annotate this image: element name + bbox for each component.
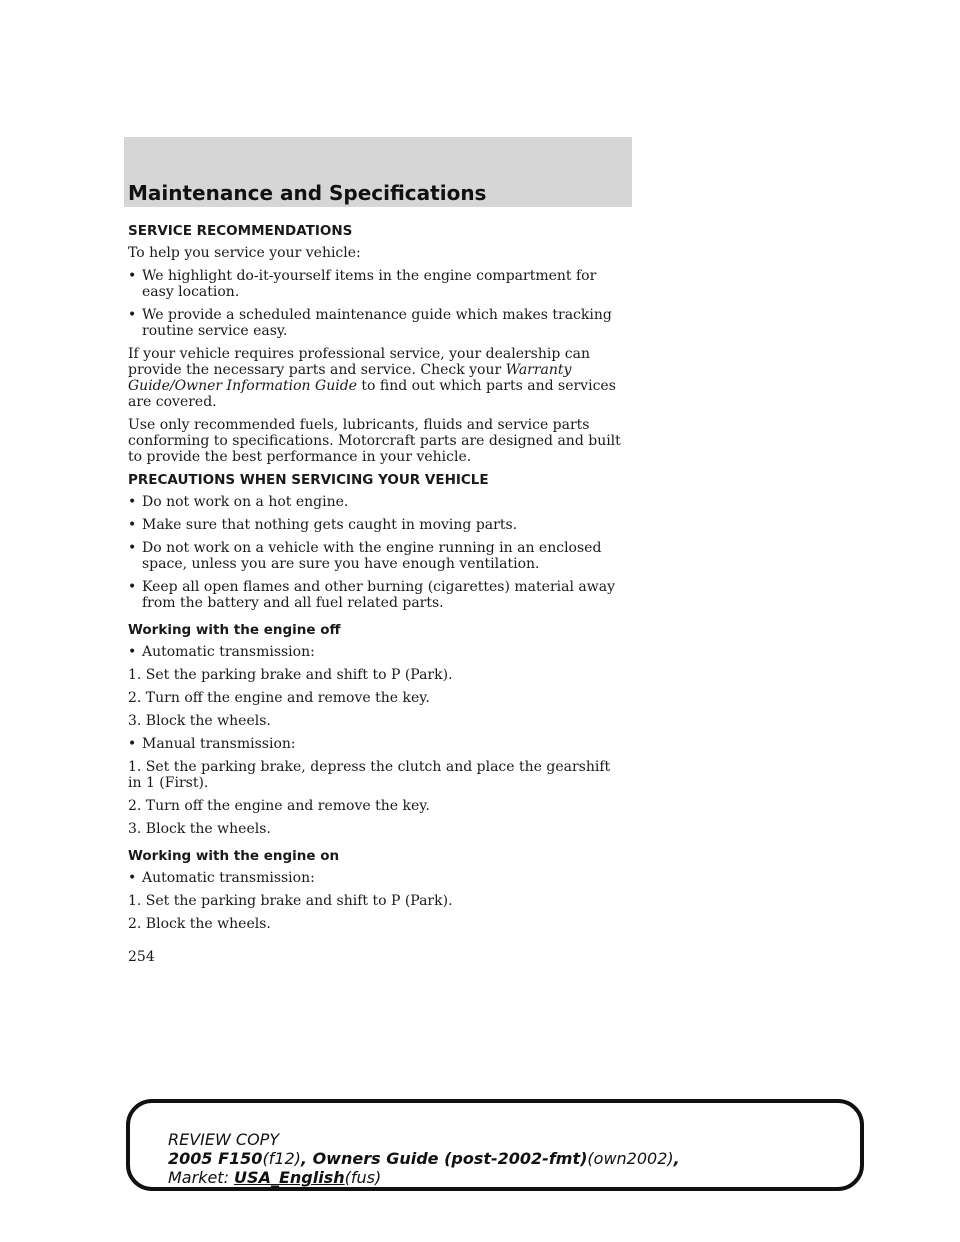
guide-name: Owners Guide (post-2002-fmt) — [312, 1149, 588, 1168]
review-copy-label: REVIEW COPY — [168, 1130, 280, 1149]
paragraph-text: If your vehicle requires professional service, your dealership can provide the necessary parts and service. Check your — [128, 346, 590, 378]
engine-on-automatic-list — [128, 870, 628, 886]
service-bullet: • We provide a scheduled maintenance guide which makes tracking routine service easy. — [128, 307, 628, 339]
transmission-type-bullet: • Automatic transmission: — [128, 870, 628, 886]
footer-lines — [168, 1130, 680, 1187]
vehicle-model: 2005 F150 — [168, 1149, 263, 1168]
procedure-step: 2. Turn off the engine and remove the key. — [128, 798, 430, 814]
precautions-bullet-list — [128, 494, 628, 611]
heading-engine-on: Working with the engine on — [128, 848, 340, 864]
model-code: (f12) — [262, 1149, 301, 1168]
procedure-step: 2. Block the wheels. — [128, 916, 271, 932]
precaution-bullet: • Do not work on a hot engine. — [128, 494, 628, 510]
heading-engine-off: Working with the engine off — [128, 622, 341, 638]
market-code: (fus) — [344, 1168, 382, 1187]
service-intro: To help you service your vehicle: — [128, 245, 361, 261]
procedure-step: 3. Block the wheels. — [128, 713, 271, 729]
procedure-step: 1. Set the parking brake, depress the clutch and place the gearshift in 1 (First). — [128, 759, 611, 791]
guide-code: (own2002) — [587, 1149, 674, 1168]
heading-precautions: PRECAUTIONS WHEN SERVICING YOUR VEHICLE — [128, 472, 489, 488]
engine-off-manual-list — [128, 736, 628, 752]
separator: , — [300, 1149, 313, 1168]
section-title: Maintenance and Specifications — [128, 181, 487, 205]
heading-service-recommendations: SERVICE RECOMMENDATIONS — [128, 223, 353, 239]
precaution-bullet: • Do not work on a vehicle with the engine running in an enclosed space, unless you are sure you have enough ventilation. — [128, 540, 628, 572]
transmission-type-bullet: • Automatic transmission: — [128, 644, 628, 660]
service-paragraph-dealership — [128, 346, 628, 410]
procedure-step: 3. Block the wheels. — [128, 821, 271, 837]
warranty-guide-reference: Warranty Guide/Owner Information Guide — [128, 362, 572, 394]
document-id-line — [168, 1149, 680, 1168]
procedure-step: 1. Set the parking brake and shift to P (Park). — [128, 893, 453, 909]
precaution-bullet: • Make sure that nothing gets caught in moving parts. — [128, 517, 628, 533]
paragraph-text: to find out which parts and services are covered. — [128, 378, 616, 410]
engine-off-automatic-list — [128, 644, 628, 660]
page-number: 254 — [128, 949, 155, 965]
review-copy-footer — [126, 1099, 864, 1191]
market-value: USA_English — [234, 1168, 345, 1187]
precaution-bullet: • Keep all open flames and other burning (cigarettes) material away from the battery and all fuel related parts. — [128, 579, 628, 611]
market-label: Market: — [168, 1168, 235, 1187]
page-body — [128, 219, 628, 939]
procedure-step: 1. Set the parking brake and shift to P (Park). — [128, 667, 453, 683]
section-header-band — [124, 137, 632, 207]
service-paragraph-parts: Use only recommended fuels, lubricants, fluids and service parts conforming to specifications. Motorcraft parts are designed and built to provide the best performance in your vehicle. — [128, 417, 621, 465]
market-line — [168, 1168, 680, 1187]
separator: , — [673, 1149, 680, 1168]
service-bullet: • We highlight do-it-yourself items in the engine compartment for easy location. — [128, 268, 628, 300]
procedure-step: 2. Turn off the engine and remove the key. — [128, 690, 430, 706]
transmission-type-bullet: • Manual transmission: — [128, 736, 628, 752]
service-bullet-list — [128, 268, 628, 339]
